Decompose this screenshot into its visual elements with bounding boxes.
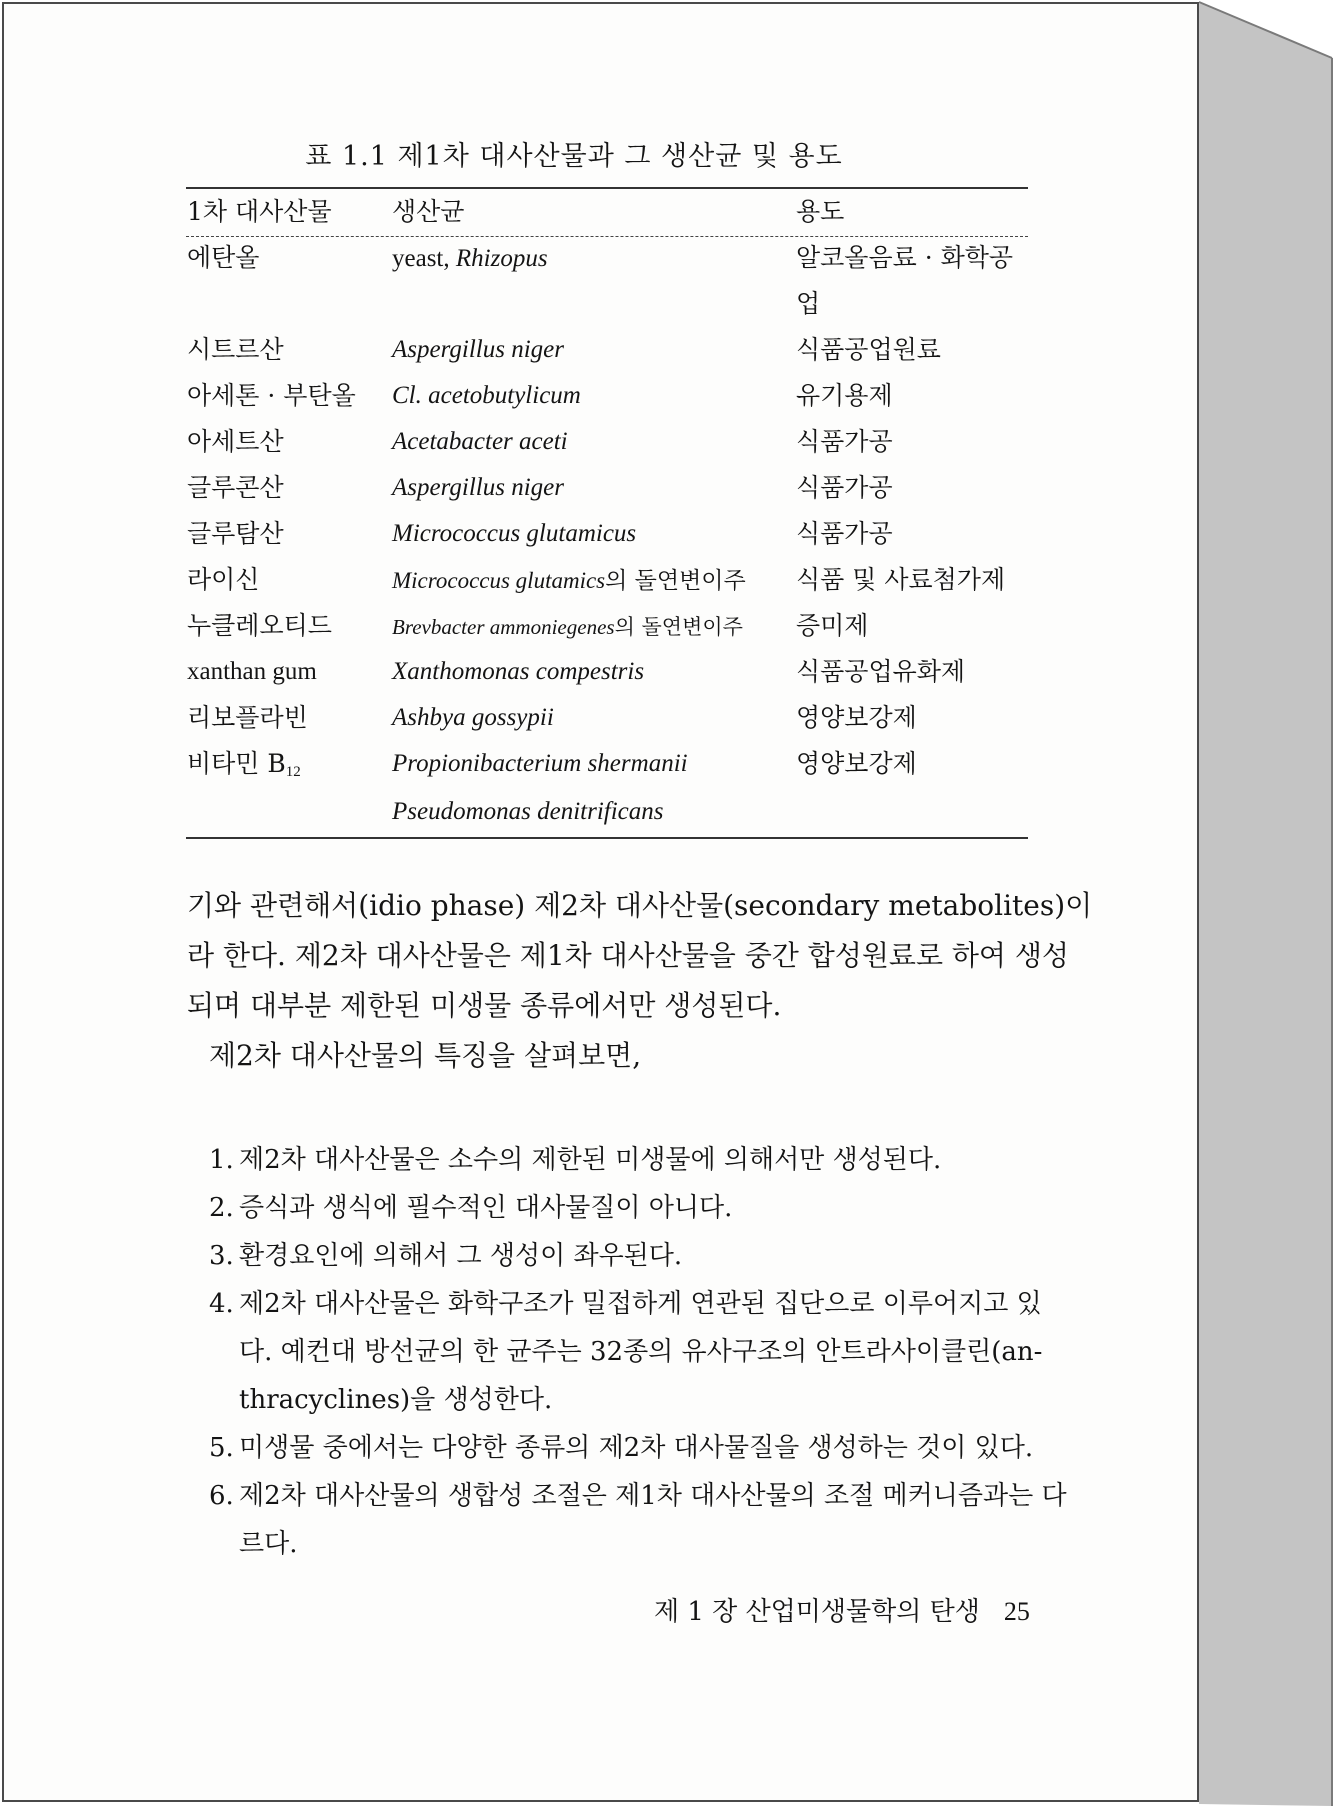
- use-cell: 식품가공: [796, 519, 893, 548]
- page-number: 25: [1003, 1597, 1030, 1626]
- organism-cell: Cl. acetobutylicum: [392, 382, 581, 409]
- use-cell: 유기용제: [796, 381, 893, 410]
- product-cell: 글루탐산: [187, 519, 284, 548]
- use-cell: 식품 및 사료첨가제: [796, 565, 1006, 594]
- use-cell: 식품공업유화제: [796, 657, 966, 686]
- page-footer: [654, 1594, 1030, 1630]
- body-lead-line: 제2차 대사산물의 특징을 살펴보면,: [209, 1039, 642, 1072]
- header-product: 1차 대사산물: [187, 197, 332, 226]
- organism-cell: Ashbya gossypii: [392, 704, 554, 731]
- use-cell: 영양보강제: [796, 703, 917, 732]
- use-cell: 식품공업원료: [796, 335, 941, 364]
- use-cell: 식품가공: [796, 473, 893, 502]
- document-page: [2, 2, 1199, 1802]
- product-cell: xanthan gum: [187, 658, 317, 685]
- list-item: [209, 1188, 732, 1228]
- organism-cell: Micrococcus glutamicus: [392, 520, 637, 547]
- list-item: [209, 1140, 941, 1180]
- list-item-number: 5.: [209, 1433, 234, 1463]
- product-cell: 글루콘산: [187, 473, 284, 502]
- product-cell: 비타민 $B_{12}$: [187, 749, 301, 780]
- chapter-title: 제 1 장 산업미생물학의 탄생: [654, 1597, 980, 1627]
- product-cell: 에탄올: [187, 243, 260, 272]
- list-item-text: 증식과 생식에 필수적인 대사물질이 아니다.: [239, 1193, 733, 1223]
- list-item-text: 제2차 대사산물의 생합성 조절은 제1차 대사산물의 조절 메커니즘과는 다: [239, 1481, 1067, 1511]
- list-item-continuation: 르다.: [239, 1529, 298, 1559]
- table-top-rule: [186, 187, 1028, 189]
- list-item: [209, 1236, 682, 1276]
- body-text-line: 라 한다. 제2차 대사산물은 제1차 대사산물을 중간 합성원료로 하여 생성: [187, 939, 1069, 972]
- list-item-number: 2.: [209, 1193, 234, 1223]
- organism-cell: Aspergillus niger: [392, 474, 564, 501]
- product-cell: 시트르산: [187, 335, 284, 364]
- list-item-number: 4.: [209, 1289, 234, 1319]
- table-header-rule: [186, 236, 1028, 237]
- list-item: [209, 1284, 1042, 1324]
- list-item-number: 3.: [209, 1241, 234, 1271]
- list-item-number: 1.: [209, 1145, 234, 1175]
- list-item: [209, 1476, 1067, 1516]
- product-cell: 아세트산: [187, 427, 284, 456]
- list-item-text: 환경요인에 의해서 그 생성이 좌우된다.: [239, 1241, 683, 1271]
- list-item-continuation: 다. 예컨대 방선균의 한 균주는 32종의 유사구조의 안트라사이클린(an-: [239, 1337, 1043, 1367]
- organism-cell: Micrococcus glutamics의 돌연변이주: [392, 568, 746, 594]
- use-cell-continuation: 업: [796, 289, 821, 318]
- product-cell: 누클레오티드: [187, 611, 332, 640]
- product-cell: 라이신: [187, 565, 260, 594]
- product-cell: 아세톤 · 부탄올: [187, 381, 356, 410]
- use-cell: 영양보강제: [796, 749, 917, 778]
- list-item: [209, 1428, 1033, 1468]
- table-bottom-rule: [186, 837, 1028, 839]
- organism-cell-continuation: Pseudomonas denitrificans: [392, 798, 664, 825]
- list-item-continuation: thracyclines)을 생성한다.: [239, 1385, 553, 1415]
- use-cell: 식품가공: [796, 427, 893, 456]
- body-text-line: 기와 관련해서(idio phase) 제2차 대사산물(secondary metabolites)이: [187, 889, 1093, 922]
- organism-cell: Propionibacterium shermanii: [392, 750, 688, 777]
- list-item-text: 미생물 중에서는 다양한 종류의 제2차 대사물질을 생성하는 것이 있다.: [239, 1433, 1034, 1463]
- organism-cell: Acetabacter aceti: [392, 428, 568, 455]
- organism-cell: Aspergillus niger: [392, 336, 564, 363]
- list-item-text: 제2차 대사산물은 화학구조가 밀접하게 연관된 집단으로 이루어지고 있: [239, 1289, 1042, 1319]
- header-use: 용도: [796, 197, 845, 226]
- use-cell: 증미제: [796, 611, 869, 640]
- body-text-line: 되며 대부분 제한된 미생물 종류에서만 생성된다.: [187, 989, 782, 1022]
- organism-cell: Xanthomonas compestris: [392, 658, 645, 685]
- table-title: 표 1.1 제1차 대사산물과 그 생산균 및 용도: [305, 141, 843, 172]
- header-organism: 생산균: [392, 197, 465, 226]
- list-item-text: 제2차 대사산물은 소수의 제한된 미생물에 의해서만 생성된다.: [239, 1145, 942, 1175]
- list-item-number: 6.: [209, 1481, 234, 1511]
- use-cell: 알코올음료 · 화학공: [796, 243, 1014, 272]
- product-cell: 리보플라빈: [187, 703, 308, 732]
- organism-cell: Brevbacter ammoniegenes의 돌연변이주: [392, 615, 743, 639]
- organism-cell: yeast, Rhizopus: [392, 245, 548, 272]
